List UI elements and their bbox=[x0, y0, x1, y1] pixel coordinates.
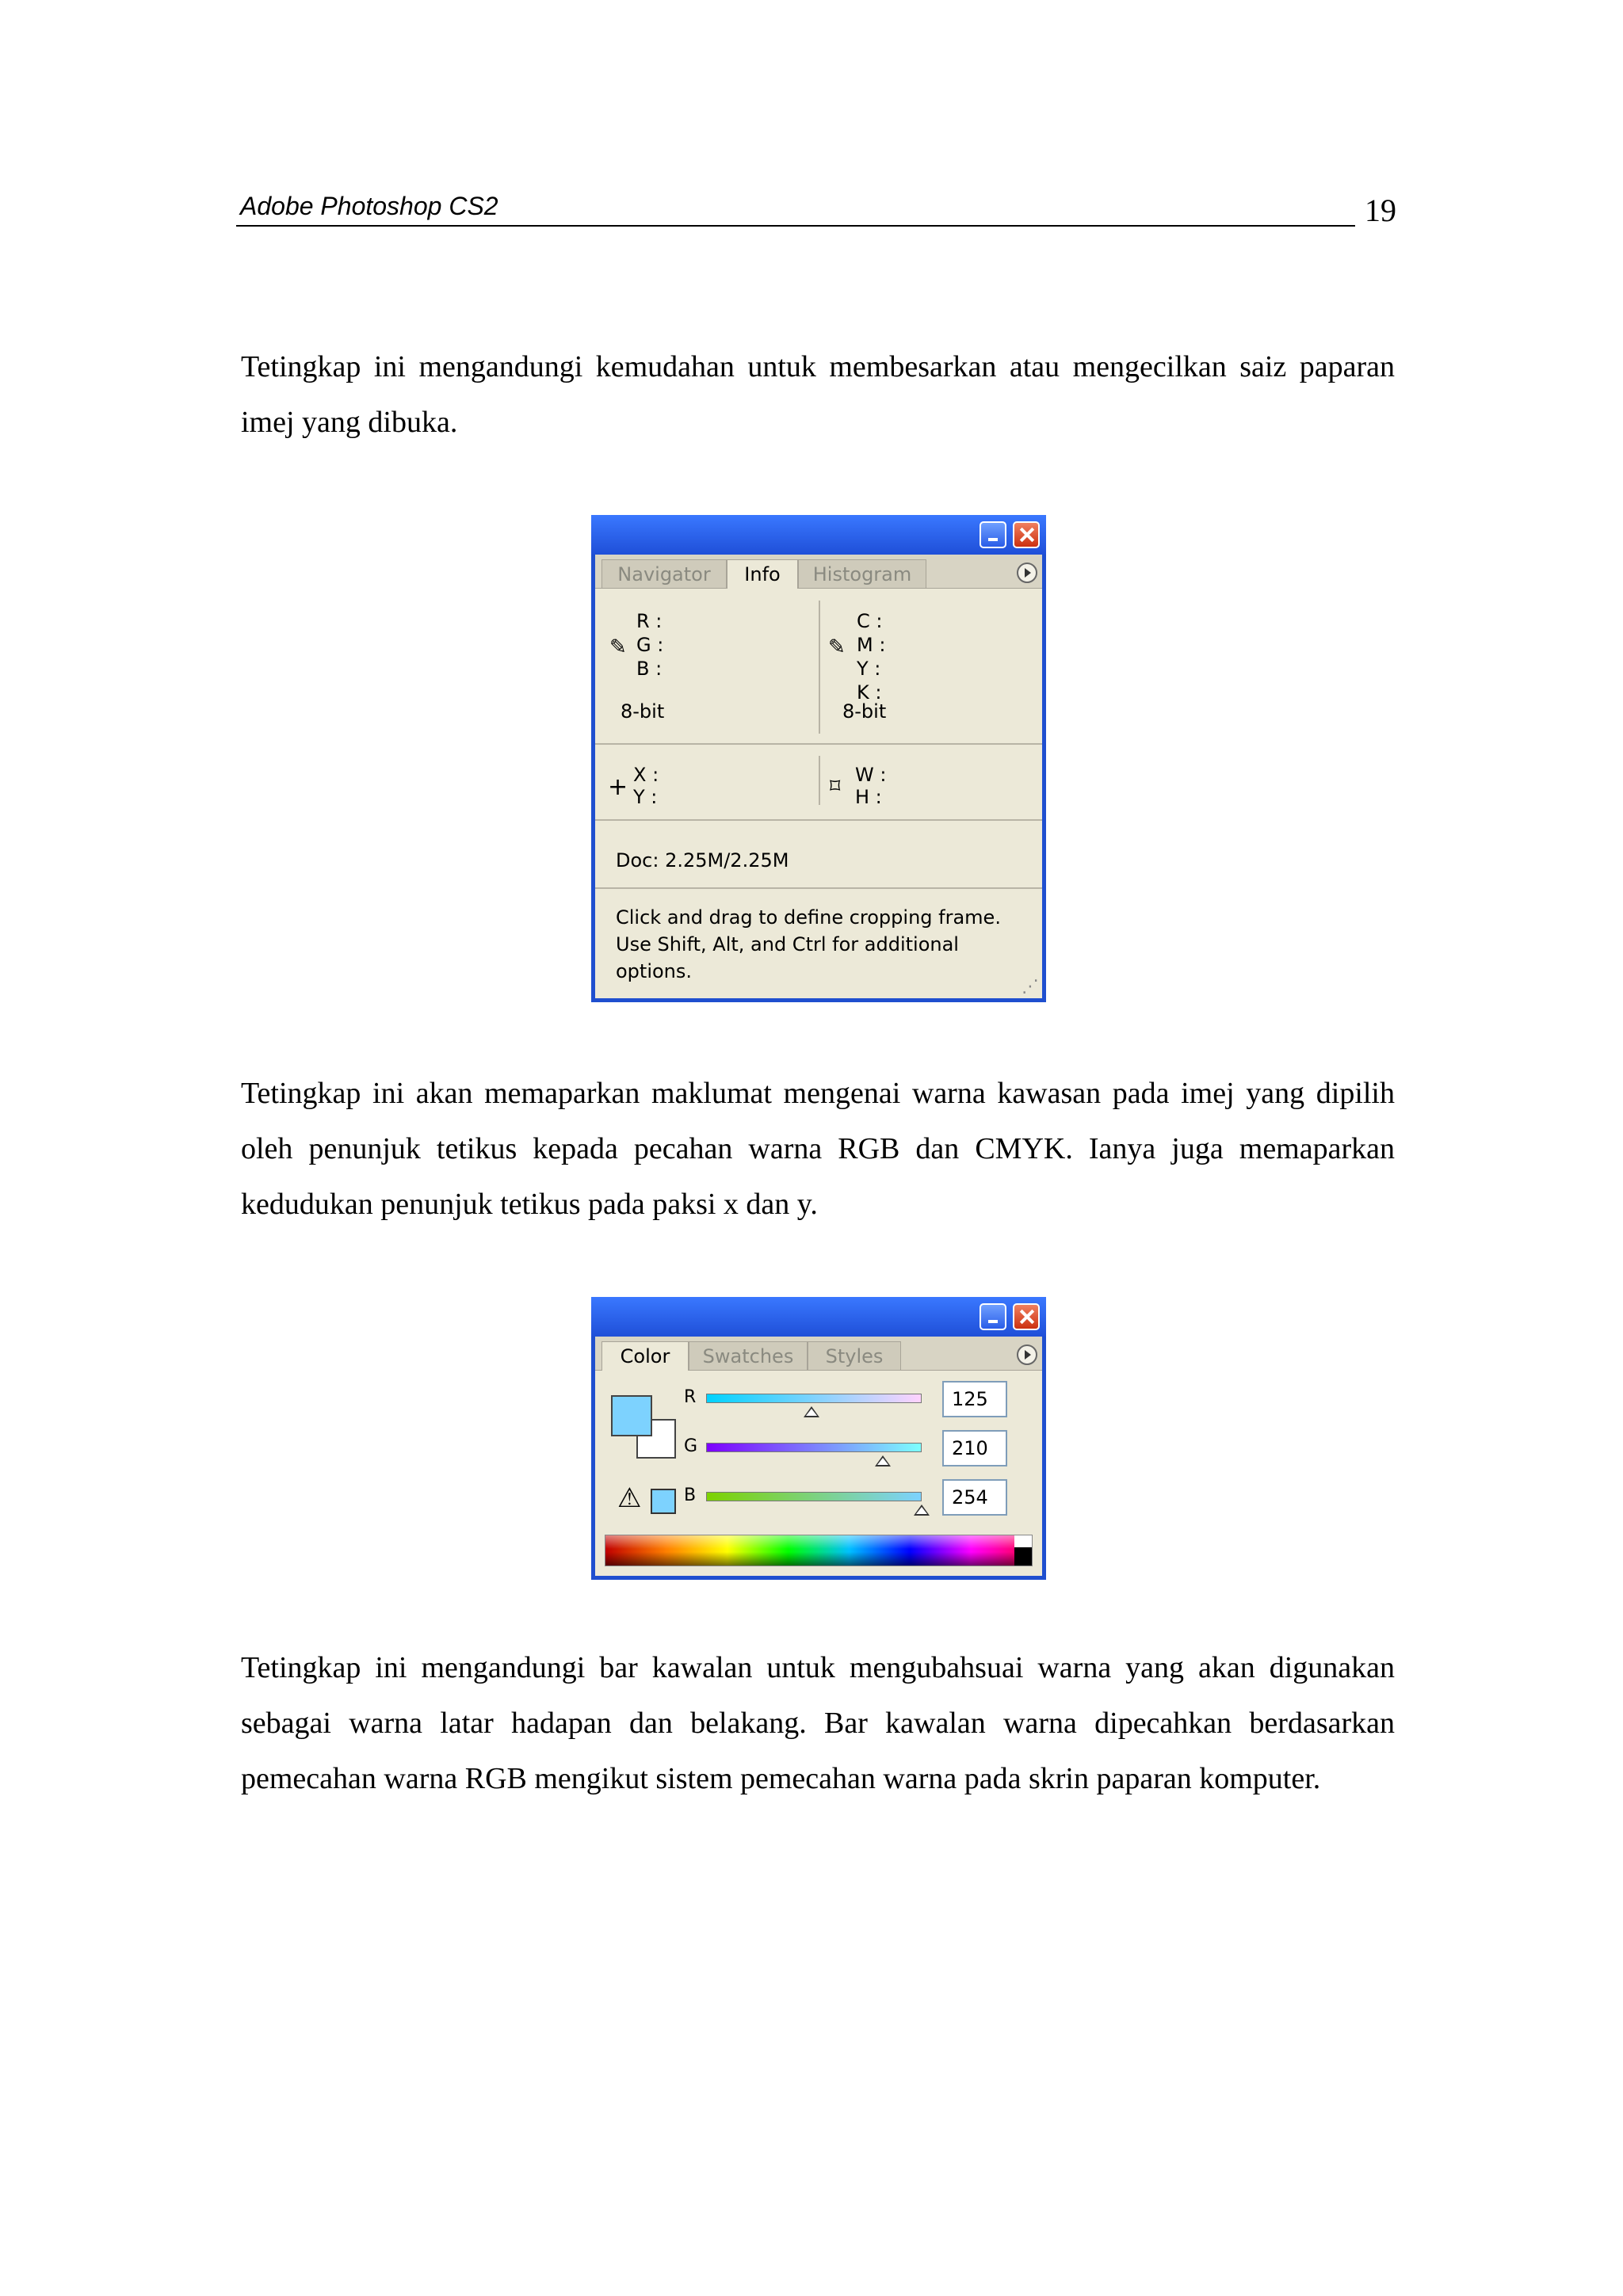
column-divider bbox=[819, 756, 820, 805]
palette-titlebar bbox=[591, 1297, 1046, 1337]
section-divider bbox=[595, 819, 1042, 821]
crosshair-icon: + bbox=[608, 773, 628, 801]
wh-label-h: H : bbox=[855, 786, 882, 808]
tab-styles[interactable]: Styles bbox=[808, 1341, 901, 1370]
cmyk-label-c: C : bbox=[857, 610, 883, 632]
info-palette-body bbox=[595, 555, 1042, 998]
palette-titlebar bbox=[591, 515, 1046, 555]
close-button[interactable] bbox=[1013, 1303, 1040, 1330]
header-rule bbox=[236, 225, 1355, 227]
foreground-color-swatch[interactable] bbox=[611, 1395, 652, 1436]
rgb-label-g: G : bbox=[636, 634, 664, 656]
hint-line-3: options. bbox=[616, 960, 693, 982]
palette-menu-icon[interactable] bbox=[1017, 563, 1037, 583]
xy-label-x: X : bbox=[633, 764, 659, 786]
rgb-label-r: R : bbox=[636, 610, 663, 632]
gamut-warning-icon[interactable]: ⚠ bbox=[617, 1482, 642, 1514]
channel-slider-g[interactable] bbox=[706, 1443, 922, 1452]
paragraph-info-description: Tetingkap ini akan memaparkan maklumat mengenai warna kawasan pada imej yang dipilih oleh penunjuk tetikus kepada pecahan warna RGB dan CMYK. Ianya juga memaparkan kedudukan penunjuk tetikus pada paksi x dan y. bbox=[241, 1077, 1395, 1221]
cmyk-label-k: K : bbox=[857, 681, 882, 704]
wh-label-w: W : bbox=[855, 764, 887, 786]
section-divider bbox=[595, 887, 1042, 889]
tab-strip bbox=[595, 555, 1042, 589]
document-size: Doc: 2.25M/2.25M bbox=[616, 849, 789, 871]
hint-line-1: Click and drag to define cropping frame. bbox=[616, 906, 1001, 929]
hint-line-2: Use Shift, Alt, and Ctrl for additional bbox=[616, 933, 959, 955]
slider-thumb-g[interactable] bbox=[875, 1455, 891, 1466]
running-header-title: Adobe Photoshop CS2 bbox=[240, 192, 498, 220]
bit-depth-left: 8-bit bbox=[621, 700, 665, 723]
cmyk-label-y: Y : bbox=[857, 658, 881, 680]
channel-label-b: B bbox=[684, 1486, 697, 1505]
tab-info[interactable]: Info bbox=[727, 559, 798, 589]
tab-swatches[interactable]: Swatches bbox=[689, 1341, 808, 1370]
web-safe-swatch[interactable] bbox=[651, 1489, 676, 1514]
minimize-button[interactable] bbox=[980, 521, 1006, 548]
color-spectrum-bar[interactable] bbox=[605, 1535, 1033, 1566]
color-palette-window bbox=[591, 1297, 1046, 1580]
resize-grip-icon[interactable]: ⋰ bbox=[1022, 977, 1039, 997]
bit-depth-right: 8-bit bbox=[842, 700, 887, 723]
slider-thumb-r[interactable] bbox=[804, 1406, 819, 1417]
section-divider bbox=[595, 743, 1042, 745]
channel-value-g[interactable]: 210 bbox=[942, 1430, 1007, 1466]
channel-slider-r[interactable] bbox=[706, 1394, 922, 1403]
slider-thumb-b[interactable] bbox=[914, 1505, 930, 1516]
palette-menu-icon[interactable] bbox=[1017, 1344, 1037, 1365]
tab-navigator[interactable]: Navigator bbox=[601, 559, 727, 588]
black-white-swatch[interactable] bbox=[1014, 1535, 1032, 1566]
channel-label-g: G bbox=[684, 1436, 698, 1456]
tab-strip bbox=[595, 1337, 1042, 1371]
channel-slider-b[interactable] bbox=[706, 1492, 922, 1501]
eyedropper-icon: ✎ bbox=[828, 635, 846, 659]
tab-histogram[interactable]: Histogram bbox=[798, 559, 926, 588]
channel-value-b[interactable]: 254 bbox=[942, 1479, 1007, 1516]
page-number: 19 bbox=[1365, 193, 1396, 228]
channel-value-r[interactable]: 125 bbox=[942, 1381, 1007, 1417]
paragraph-navigator-description: Tetingkap ini mengandungi kemudahan untuk membesarkan atau mengecilkan saiz paparan imej yang dibuka. bbox=[241, 350, 1395, 439]
color-palette-body bbox=[595, 1337, 1042, 1576]
crop-frame-icon: ⌑ bbox=[830, 775, 841, 799]
info-palette-window bbox=[591, 515, 1046, 1002]
channel-label-r: R bbox=[684, 1387, 697, 1407]
close-button[interactable] bbox=[1013, 521, 1040, 548]
minimize-button[interactable] bbox=[980, 1303, 1006, 1330]
paragraph-color-description: Tetingkap ini mengandungi bar kawalan untuk mengubahsuai warna yang akan digunakan sebagai warna latar hadapan dan belakang. Bar kawalan warna dipecahkan berdasarkan pemecahan warna RGB mengikut sistem pemecahan warna pada skrin paparan komputer. bbox=[241, 1651, 1395, 1795]
cmyk-label-m: M : bbox=[857, 634, 886, 656]
xy-label-y: Y : bbox=[633, 786, 658, 808]
eyedropper-icon: ✎ bbox=[609, 635, 627, 659]
column-divider bbox=[819, 601, 820, 734]
tab-color[interactable]: Color bbox=[601, 1341, 689, 1371]
rgb-label-b: B : bbox=[636, 658, 663, 680]
